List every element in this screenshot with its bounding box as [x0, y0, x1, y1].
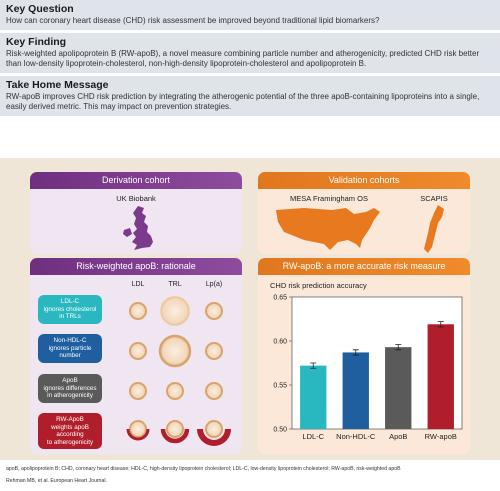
y-tick-label: 0.50: [273, 426, 287, 434]
key-finding-text: Risk-weighted apolipoprotein B (RW-apoB), a novel measure combining particle number and atherogenicity, predicted CHD risk better than low-density lipoprotein-cholesterol, non-high-density lipoprotein-cholesterol and apolipoprotein B.: [6, 49, 480, 68]
lpa-particle-1: [206, 303, 222, 319]
ldl-particle-2: [130, 343, 146, 359]
uk-biobank-label: UK Biobank: [116, 194, 156, 203]
trl-particle-1: [160, 296, 190, 326]
uk-map-icon: [120, 204, 160, 254]
us-cohorts-label: MESA Framingham OS: [290, 194, 368, 203]
y-tick-label: 0.65: [273, 294, 287, 302]
trl-particle-2: [160, 336, 190, 366]
x-tick-label: RW-apoB: [424, 432, 457, 441]
usa-map-icon: [274, 204, 384, 254]
ldl-particle-4: [130, 421, 146, 437]
row-non-hdl-c: [38, 334, 102, 363]
scapis-label: SCAPIS: [420, 194, 448, 203]
validation-panel: [258, 172, 470, 254]
accuracy-panel: [258, 258, 470, 454]
graphical-abstract: [0, 158, 500, 460]
validation-title: Validation cohorts: [258, 172, 470, 189]
key-finding-section: [0, 33, 500, 73]
accuracy-title: RW-apoB: a more accurate risk measure: [258, 258, 470, 275]
y-tick-label: 0.60: [273, 338, 287, 346]
rationale-title: Risk-weighted apoB: rationale: [30, 258, 242, 275]
trl-particle-4: [167, 421, 183, 437]
chart-title: CHD risk prediction accuracy: [270, 281, 367, 290]
bar-rw-apob: [428, 324, 454, 429]
row-rw-apob-label: RW-ApoB weights apoB according to atherogenicity: [46, 416, 94, 446]
col-trl: TRL: [168, 281, 182, 288]
row-ldl-c: [38, 295, 102, 324]
x-tick-label: LDL-C: [302, 432, 325, 441]
key-finding-heading: Key Finding: [6, 36, 67, 48]
sweden-map-icon: [420, 203, 450, 254]
trl-particle-3: [167, 383, 183, 399]
citation-footnote: Rehman MB, et al. European Heart Journal.: [6, 478, 107, 484]
x-tick-label: Non-HDL-C: [336, 432, 376, 441]
derivation-panel: [30, 172, 242, 254]
col-lpa: Lp(a): [205, 281, 223, 288]
row-apob-label: ApoB ignores differences in atherogenicity: [43, 377, 97, 400]
take-home-heading: Take Home Message: [6, 79, 109, 91]
row-apob: [38, 374, 102, 403]
take-home-text: RW-apoB improves CHD risk prediction by integrating the atherogenic potential of the three apoB-containing lipoproteins into a single, easily derived metric. This may impact on prevention strategies.: [6, 92, 480, 111]
y-tick-label: 0.55: [273, 382, 287, 390]
bar-ldl-c: [300, 366, 326, 429]
derivation-title: Derivation cohort: [30, 172, 242, 189]
bar-non-hdl-c: [343, 352, 369, 429]
key-question-text: How can coronary heart disease (CHD) risk assessment be improved beyond traditional lipid biomarkers?: [6, 16, 380, 25]
key-question-heading: Key Question: [6, 3, 74, 15]
key-question-section: [0, 0, 500, 30]
row-rw-apob: [38, 413, 102, 449]
take-home-section: [0, 76, 500, 116]
bar-apob: [385, 347, 411, 429]
x-tick-label: ApoB: [389, 432, 408, 441]
abbreviations-footnote: apoB, apolipoprotein B; CHD, coronary heart disease; HDL-C, high-density lipoprotein cholesterol; LDL-C, low-density lipoprotein cholesterol; RW-apoB, risk-weighted apoB: [6, 466, 401, 472]
lpa-particle-4: [206, 421, 222, 437]
accuracy-bar-chart: [258, 289, 470, 449]
row-ldl-c-label: LDL-C ignores cholesterol in TRLs: [43, 298, 97, 321]
lipoprotein-particles: [110, 277, 240, 452]
lpa-particle-2: [206, 343, 222, 359]
col-ldl: LDL: [131, 281, 145, 288]
lpa-particle-3: [206, 383, 222, 399]
rationale-panel: [30, 258, 242, 454]
ldl-particle-1: [130, 303, 146, 319]
row-non-hdl-c-label: Non-HDL-C ignores particle number: [48, 337, 92, 360]
ldl-particle-3: [130, 383, 146, 399]
